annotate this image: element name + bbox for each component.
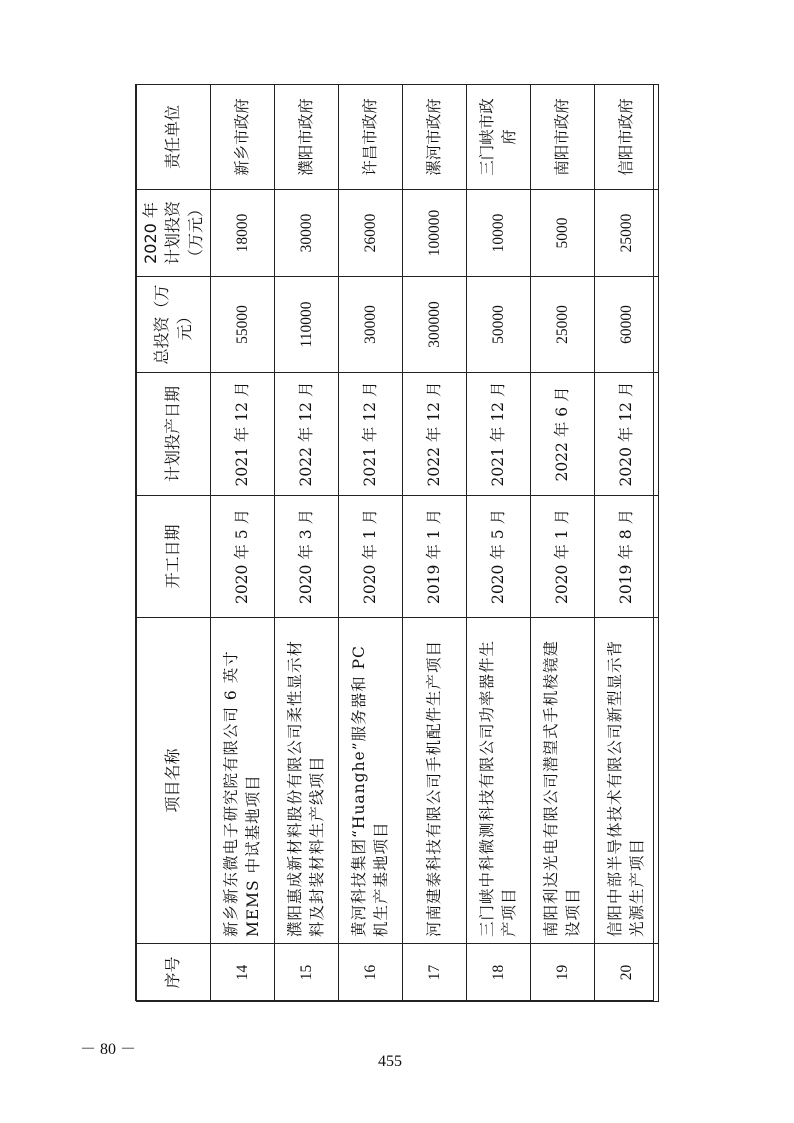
cell-total-investment: 25000	[531, 277, 595, 373]
table-row	[339, 85, 403, 1002]
cell-name: 黄河科技集团“Huanghe”服务器和 PC 机生产基地项目	[339, 618, 403, 944]
cell-responsible-unit: 濮阳市政府	[275, 85, 339, 190]
cell-2020-investment: 100000	[403, 190, 467, 277]
header-no: 序号	[137, 944, 211, 1002]
cell-start-date: 2020 年 5 月	[211, 496, 275, 618]
cell-production-date: 2022 年 12 月	[275, 373, 339, 496]
cell-total-investment: 110000	[275, 277, 339, 373]
table-header-row	[137, 85, 211, 1002]
project-table	[136, 84, 659, 1002]
table-row	[211, 85, 275, 1002]
cell-name: 三门峡中科微测科技有限公司功率器件生产项目	[467, 618, 531, 944]
cell-name: 南阳利达光电有限公司潜望式手机棱镜建设项目	[531, 618, 595, 944]
cell-2020-investment: 10000	[467, 190, 531, 277]
cell-start-date: 2019 年 8 月	[595, 496, 659, 618]
cell-start-date: 2019 年 1 月	[403, 496, 467, 618]
page-number-center: 455	[378, 1053, 402, 1070]
cell-production-date: 2021 年 12 月	[339, 373, 403, 496]
cell-responsible-unit: 三门峡市政府	[467, 85, 531, 190]
cell-responsible-unit: 漯河市政府	[403, 85, 467, 190]
cell-name: 信阳中部半导体技术有限公司新型显示背光源生产项目	[595, 618, 659, 944]
cell-name: 新乡新东微电子研究院有限公司 6 英寸 MEMS 中试基地项目	[211, 618, 275, 944]
header-production-date: 计划投产日期	[137, 373, 211, 496]
cell-2020-investment: 25000	[595, 190, 659, 277]
cell-production-date: 2022 年 6 月	[531, 373, 595, 496]
header-2020-investment: 2020 年计划投资（万元）	[137, 190, 211, 277]
cell-no: 19	[531, 944, 595, 1002]
table-row	[595, 85, 659, 1002]
cell-name: 濮阳惠成新材料股份有限公司柔性显示材料及封装材料生产线项目	[275, 618, 339, 944]
cell-name: 河南建泰科技有限公司手机配件生产项目	[403, 618, 467, 944]
cell-production-date: 2022 年 12 月	[403, 373, 467, 496]
cell-production-date: 2020 年 12 月	[595, 373, 659, 496]
cell-responsible-unit: 南阳市政府	[531, 85, 595, 190]
rotated-table-container	[136, 85, 655, 1002]
cell-2020-investment: 26000	[339, 190, 403, 277]
header-total-investment: 总投资（万元）	[137, 277, 211, 373]
header-start-date: 开工日期	[137, 496, 211, 618]
table-row	[467, 85, 531, 1002]
cell-start-date: 2020 年 1 月	[339, 496, 403, 618]
page-number-left: － 80 －	[80, 1041, 137, 1058]
cell-no: 18	[467, 944, 531, 1002]
cell-responsible-unit: 许昌市政府	[339, 85, 403, 190]
cell-no: 14	[211, 944, 275, 1002]
cell-responsible-unit: 信阳市政府	[595, 85, 659, 190]
header-name: 项目名称	[137, 618, 211, 944]
table-row	[531, 85, 595, 1002]
cell-production-date: 2021 年 12 月	[467, 373, 531, 496]
cell-start-date: 2020 年 3 月	[275, 496, 339, 618]
cell-2020-investment: 5000	[531, 190, 595, 277]
cell-no: 20	[595, 944, 659, 1002]
project-table-frame	[135, 84, 654, 1001]
cell-2020-investment: 18000	[211, 190, 275, 277]
table-row	[403, 85, 467, 1002]
cell-start-date: 2020 年 5 月	[467, 496, 531, 618]
cell-no: 17	[403, 944, 467, 1002]
cell-total-investment: 300000	[403, 277, 467, 373]
cell-no: 16	[339, 944, 403, 1002]
cell-no: 15	[275, 944, 339, 1002]
cell-production-date: 2021 年 12 月	[211, 373, 275, 496]
cell-start-date: 2020 年 1 月	[531, 496, 595, 618]
table-row	[275, 85, 339, 1002]
cell-total-investment: 50000	[467, 277, 531, 373]
cell-total-investment: 55000	[211, 277, 275, 373]
cell-2020-investment: 30000	[275, 190, 339, 277]
cell-total-investment: 60000	[595, 277, 659, 373]
header-responsible-unit: 责任单位	[137, 85, 211, 190]
cell-total-investment: 30000	[339, 277, 403, 373]
cell-responsible-unit: 新乡市政府	[211, 85, 275, 190]
